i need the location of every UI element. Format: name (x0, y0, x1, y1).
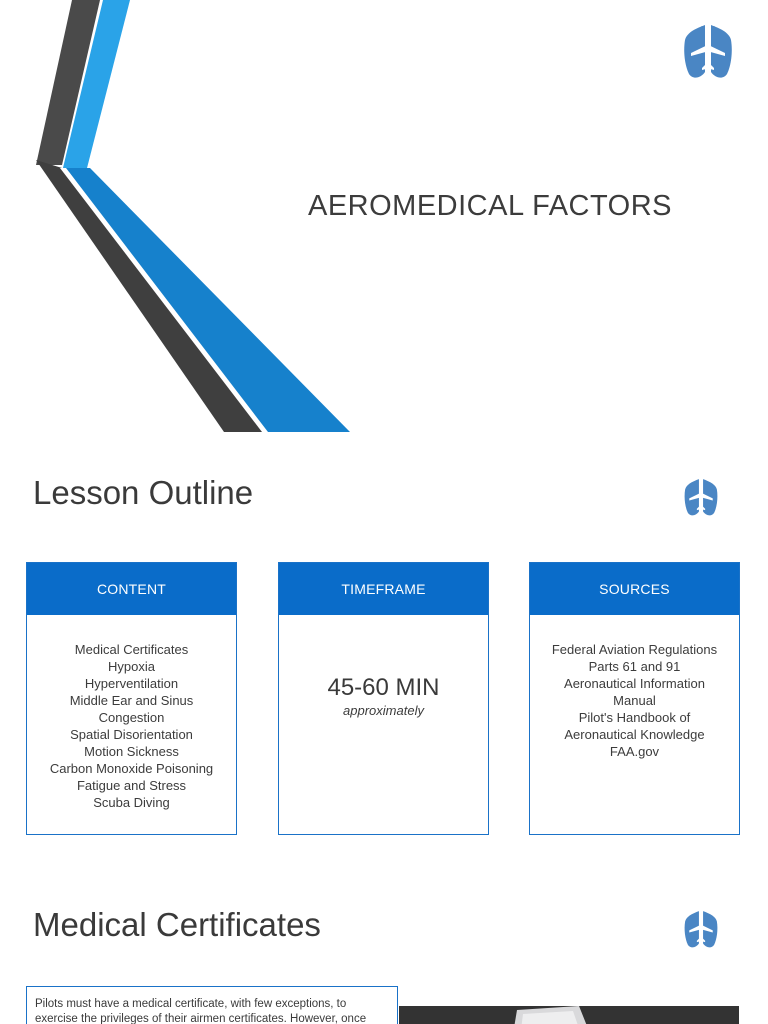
timeframe-card-header: TIMEFRAME (279, 563, 488, 615)
list-item: Scuba Diving (93, 795, 170, 810)
timeframe-note: approximately (343, 703, 424, 718)
list-item: Aeronautical Information (564, 676, 705, 691)
airplane-lungs-logo-icon (683, 909, 719, 949)
timeframe-card (278, 562, 489, 835)
separator-line (60, 168, 268, 432)
list-item: Aeronautical Knowledge (564, 727, 705, 742)
airplane-lungs-logo-icon (683, 22, 733, 80)
content-card (26, 562, 237, 835)
content-list (27, 615, 236, 811)
timeframe-value: 45-60 MIN (327, 674, 440, 701)
list-item: Spatial Disorientation (70, 727, 193, 742)
sources-card-header: SOURCES (530, 563, 739, 615)
list-item: Parts 61 and 91 (588, 659, 681, 674)
content-card-header: CONTENT (27, 563, 236, 615)
sources-card (529, 562, 740, 835)
list-item: Manual (613, 693, 656, 708)
list-item: Medical Certificates (74, 642, 189, 657)
medical-certificates-slide (0, 864, 768, 1024)
medical-certificate-description: Pilots must have a medical certificate, with few exceptions, to exercise the privileges of their airmen certificates. However, once (26, 986, 398, 1024)
list-item: Carbon Monoxide Poisoning (49, 761, 214, 776)
lesson-outline-slide (0, 432, 768, 864)
page-title: Medical Certificates (33, 906, 321, 943)
list-item: Hyperventilation (84, 676, 179, 691)
timeframe-body (279, 673, 488, 718)
list-item: Federal Aviation Regulations (551, 642, 718, 657)
list-item: Motion Sickness (84, 744, 179, 759)
medical-certificate-photo (399, 1006, 739, 1024)
list-item: Middle Ear and Sinus (69, 693, 194, 708)
sources-list (530, 615, 739, 760)
presentation-title: AEROMEDICAL FACTORS (308, 190, 673, 222)
list-item: Pilot's Handbook of (578, 710, 691, 725)
title-slide (0, 0, 768, 432)
airplane-lungs-logo-icon (683, 477, 719, 517)
list-item: FAA.gov (609, 744, 660, 759)
list-item: Congestion (98, 710, 165, 725)
list-item: Hypoxia (108, 659, 155, 674)
page-title: Lesson Outline (33, 474, 254, 511)
decorative-chevron-graphic (0, 0, 360, 432)
list-item: Fatigue and Stress (76, 778, 187, 793)
